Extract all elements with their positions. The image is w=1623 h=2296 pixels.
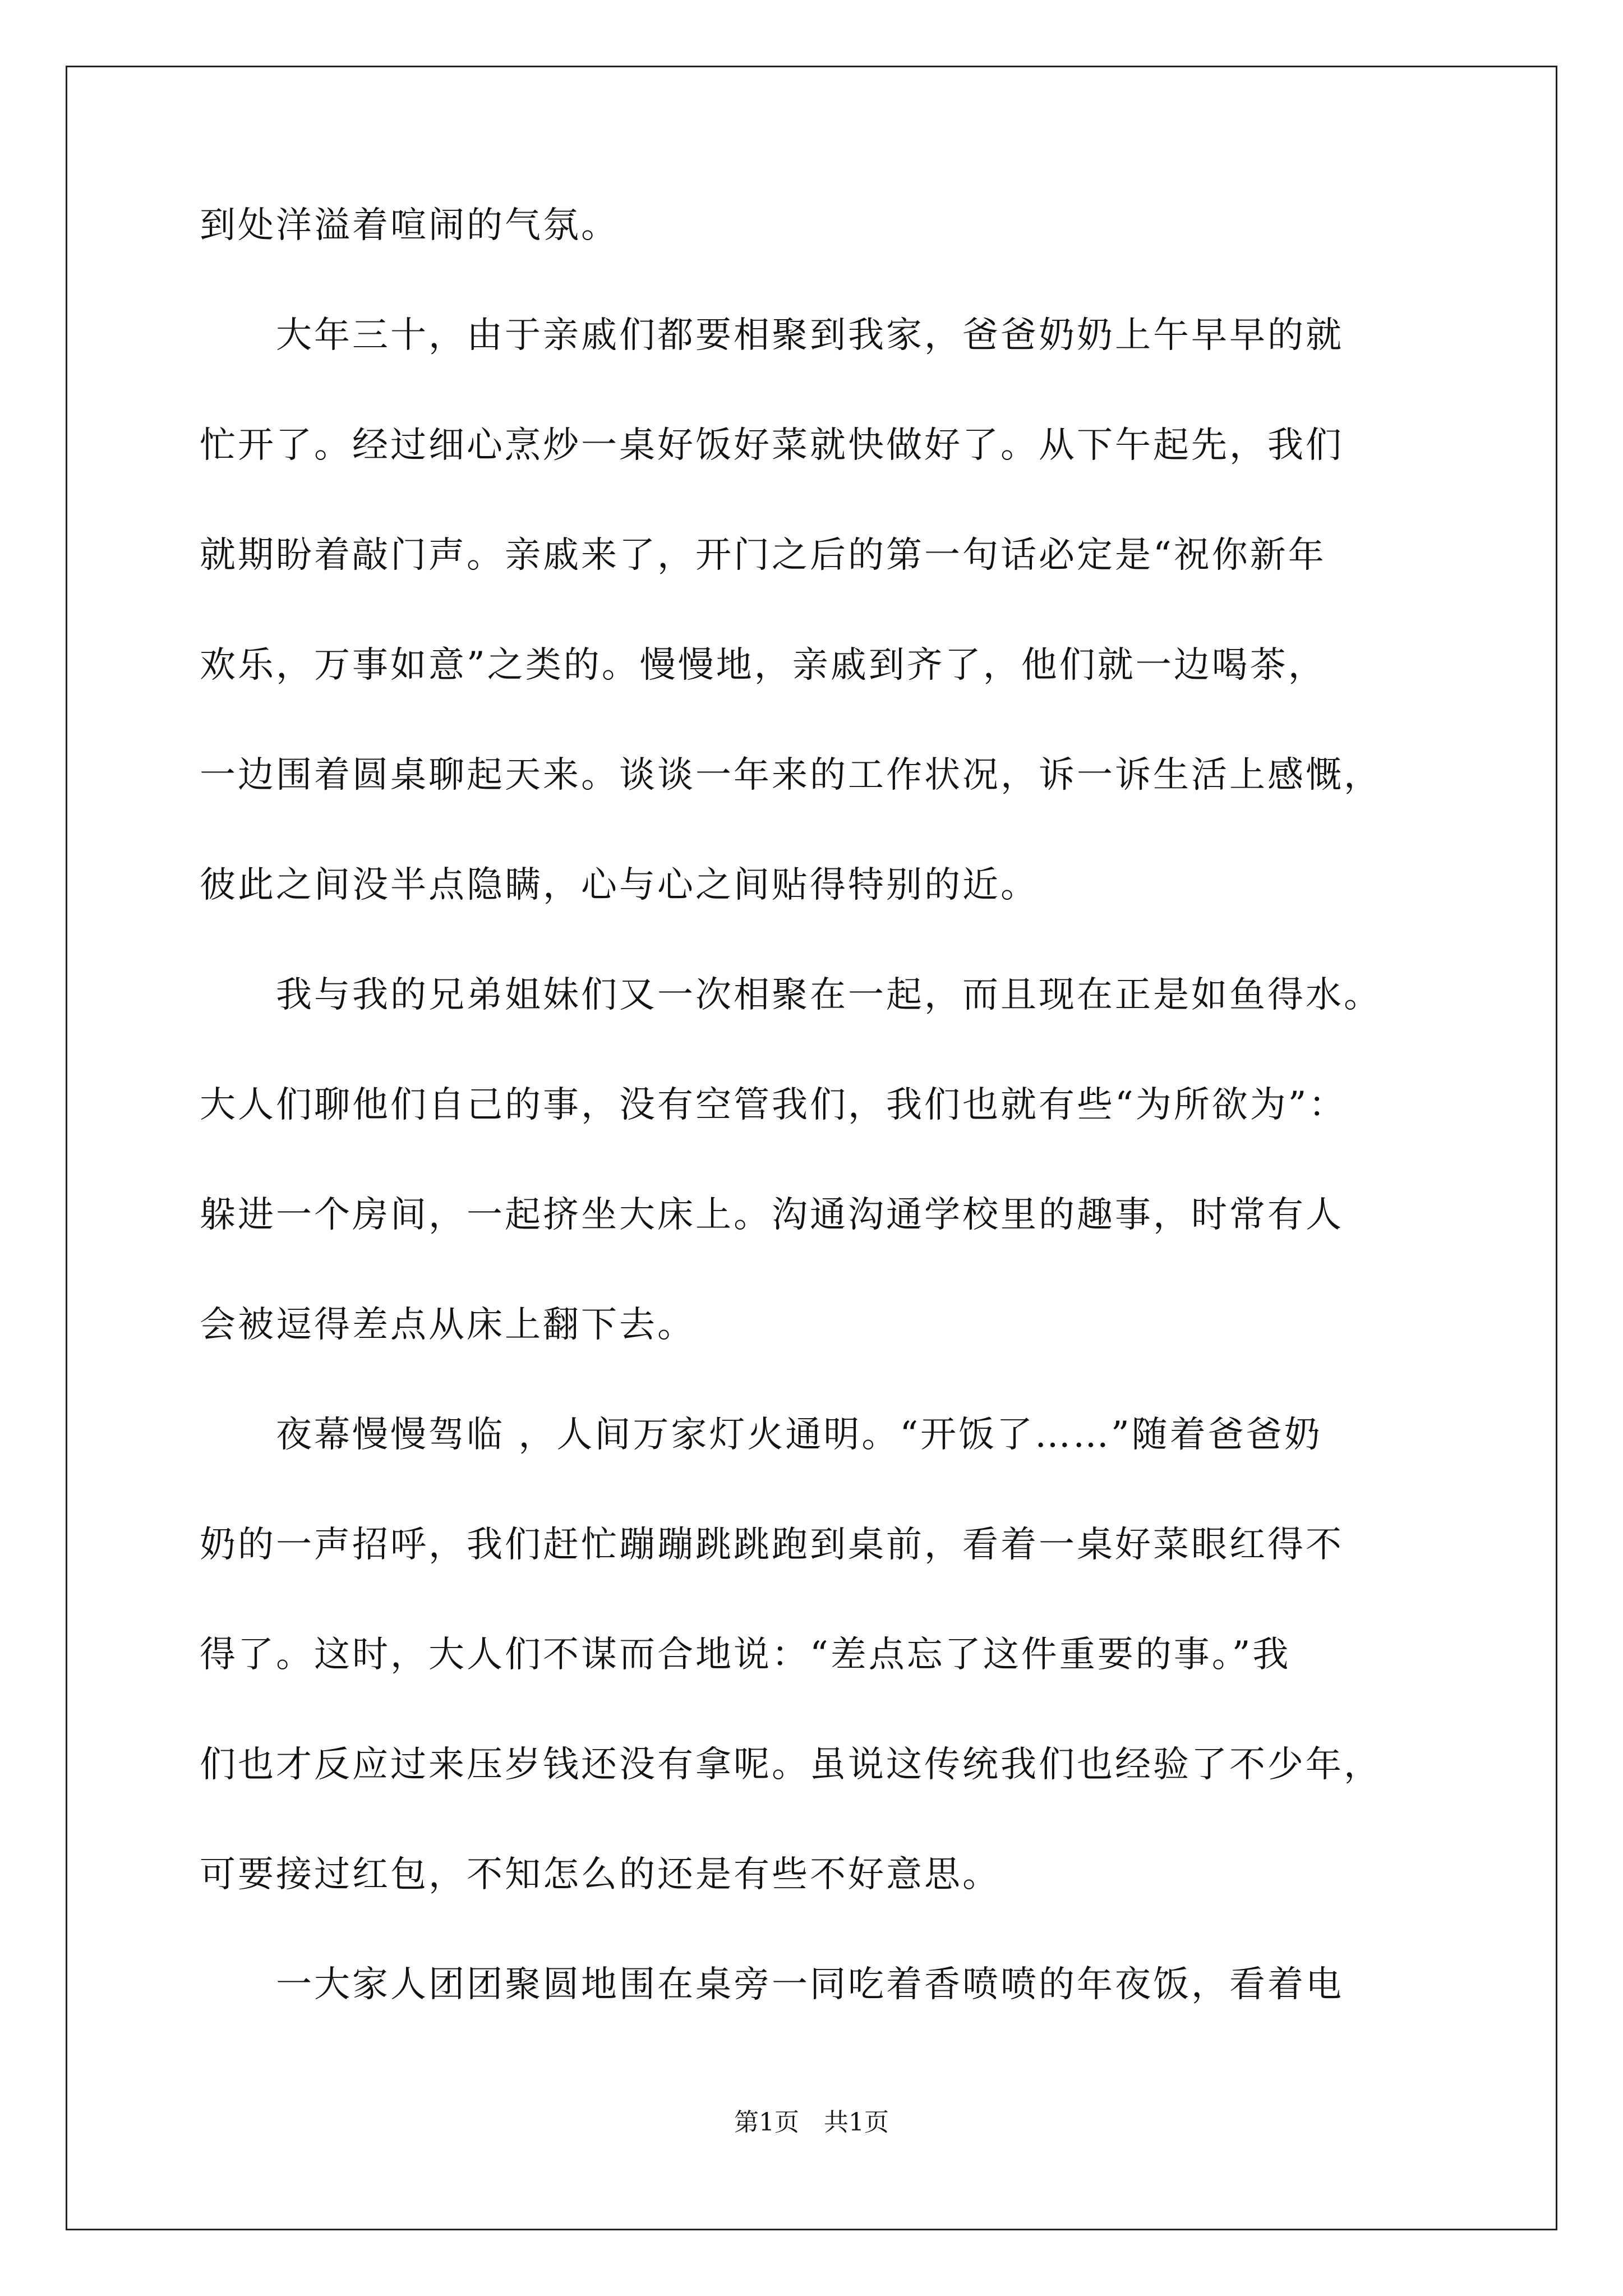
text-line: 忙开了。经过细心烹炒一桌好饭好菜就快做好了。从下午起先，我们 [200, 425, 1344, 466]
text-line: 彼此之间没半点隐瞒，心与心之间贴得特别的近。 [200, 864, 1039, 906]
text-line: 大年三十，由于亲戚们都要相聚到我家，爸爸奶奶上午早早的就 [200, 315, 1344, 356]
text-line: 奶的一声招呼，我们赶忙蹦蹦跳跳跑到桌前，看着一桌好菜眼红得不 [200, 1524, 1344, 1566]
text-line: 夜幕慢慢驾临 ，人间万家灯火通明。“开饭了……”随着爸爸奶 [200, 1414, 1322, 1456]
text-line: 就期盼着敲门声。亲戚来了，开门之后的第一句话必定是“祝你新年 [200, 535, 1326, 576]
text-line: 到处洋溢着喧闹的气氛。 [200, 205, 619, 246]
text-line: 会被逗得差点从床上翻下去。 [200, 1304, 695, 1346]
text-line: 欢乐，万事如意”之类的。慢慢地，亲戚到齐了，他们就一边喝茶， [200, 645, 1326, 686]
page-border [66, 66, 1557, 2230]
text-line: 一大家人团团聚圆地围在桌旁一同吃着香喷喷的年夜饭，看着电 [200, 1964, 1344, 2005]
text-line: 躲进一个房间，一起挤坐大床上。沟通沟通学校里的趣事，时常有人 [200, 1194, 1344, 1236]
text-line: 我与我的兄弟姐妹们又一次相聚在一起，而且现在正是如鱼得水。 [200, 974, 1382, 1016]
text-line: 们也才反应过来压岁钱还没有拿呢。虽说这传统我们也经验了不少年， [200, 1744, 1382, 1786]
text-line: 大人们聊他们自己的事，没有空管我们，我们也就有些“为所欲为”： [200, 1084, 1347, 1126]
text-line: 可要接过红包，不知怎么的还是有些不好意思。 [200, 1854, 1000, 1895]
page-number-footer: 第1页 共1页 [734, 2108, 889, 2137]
text-line: 一边围着圆桌聊起天来。谈谈一年来的工作状况，诉一诉生活上感慨， [200, 754, 1382, 796]
text-line: 得了。这时，大人们不谋而合地说：“差点忘了这件重要的事。”我 [200, 1634, 1291, 1676]
